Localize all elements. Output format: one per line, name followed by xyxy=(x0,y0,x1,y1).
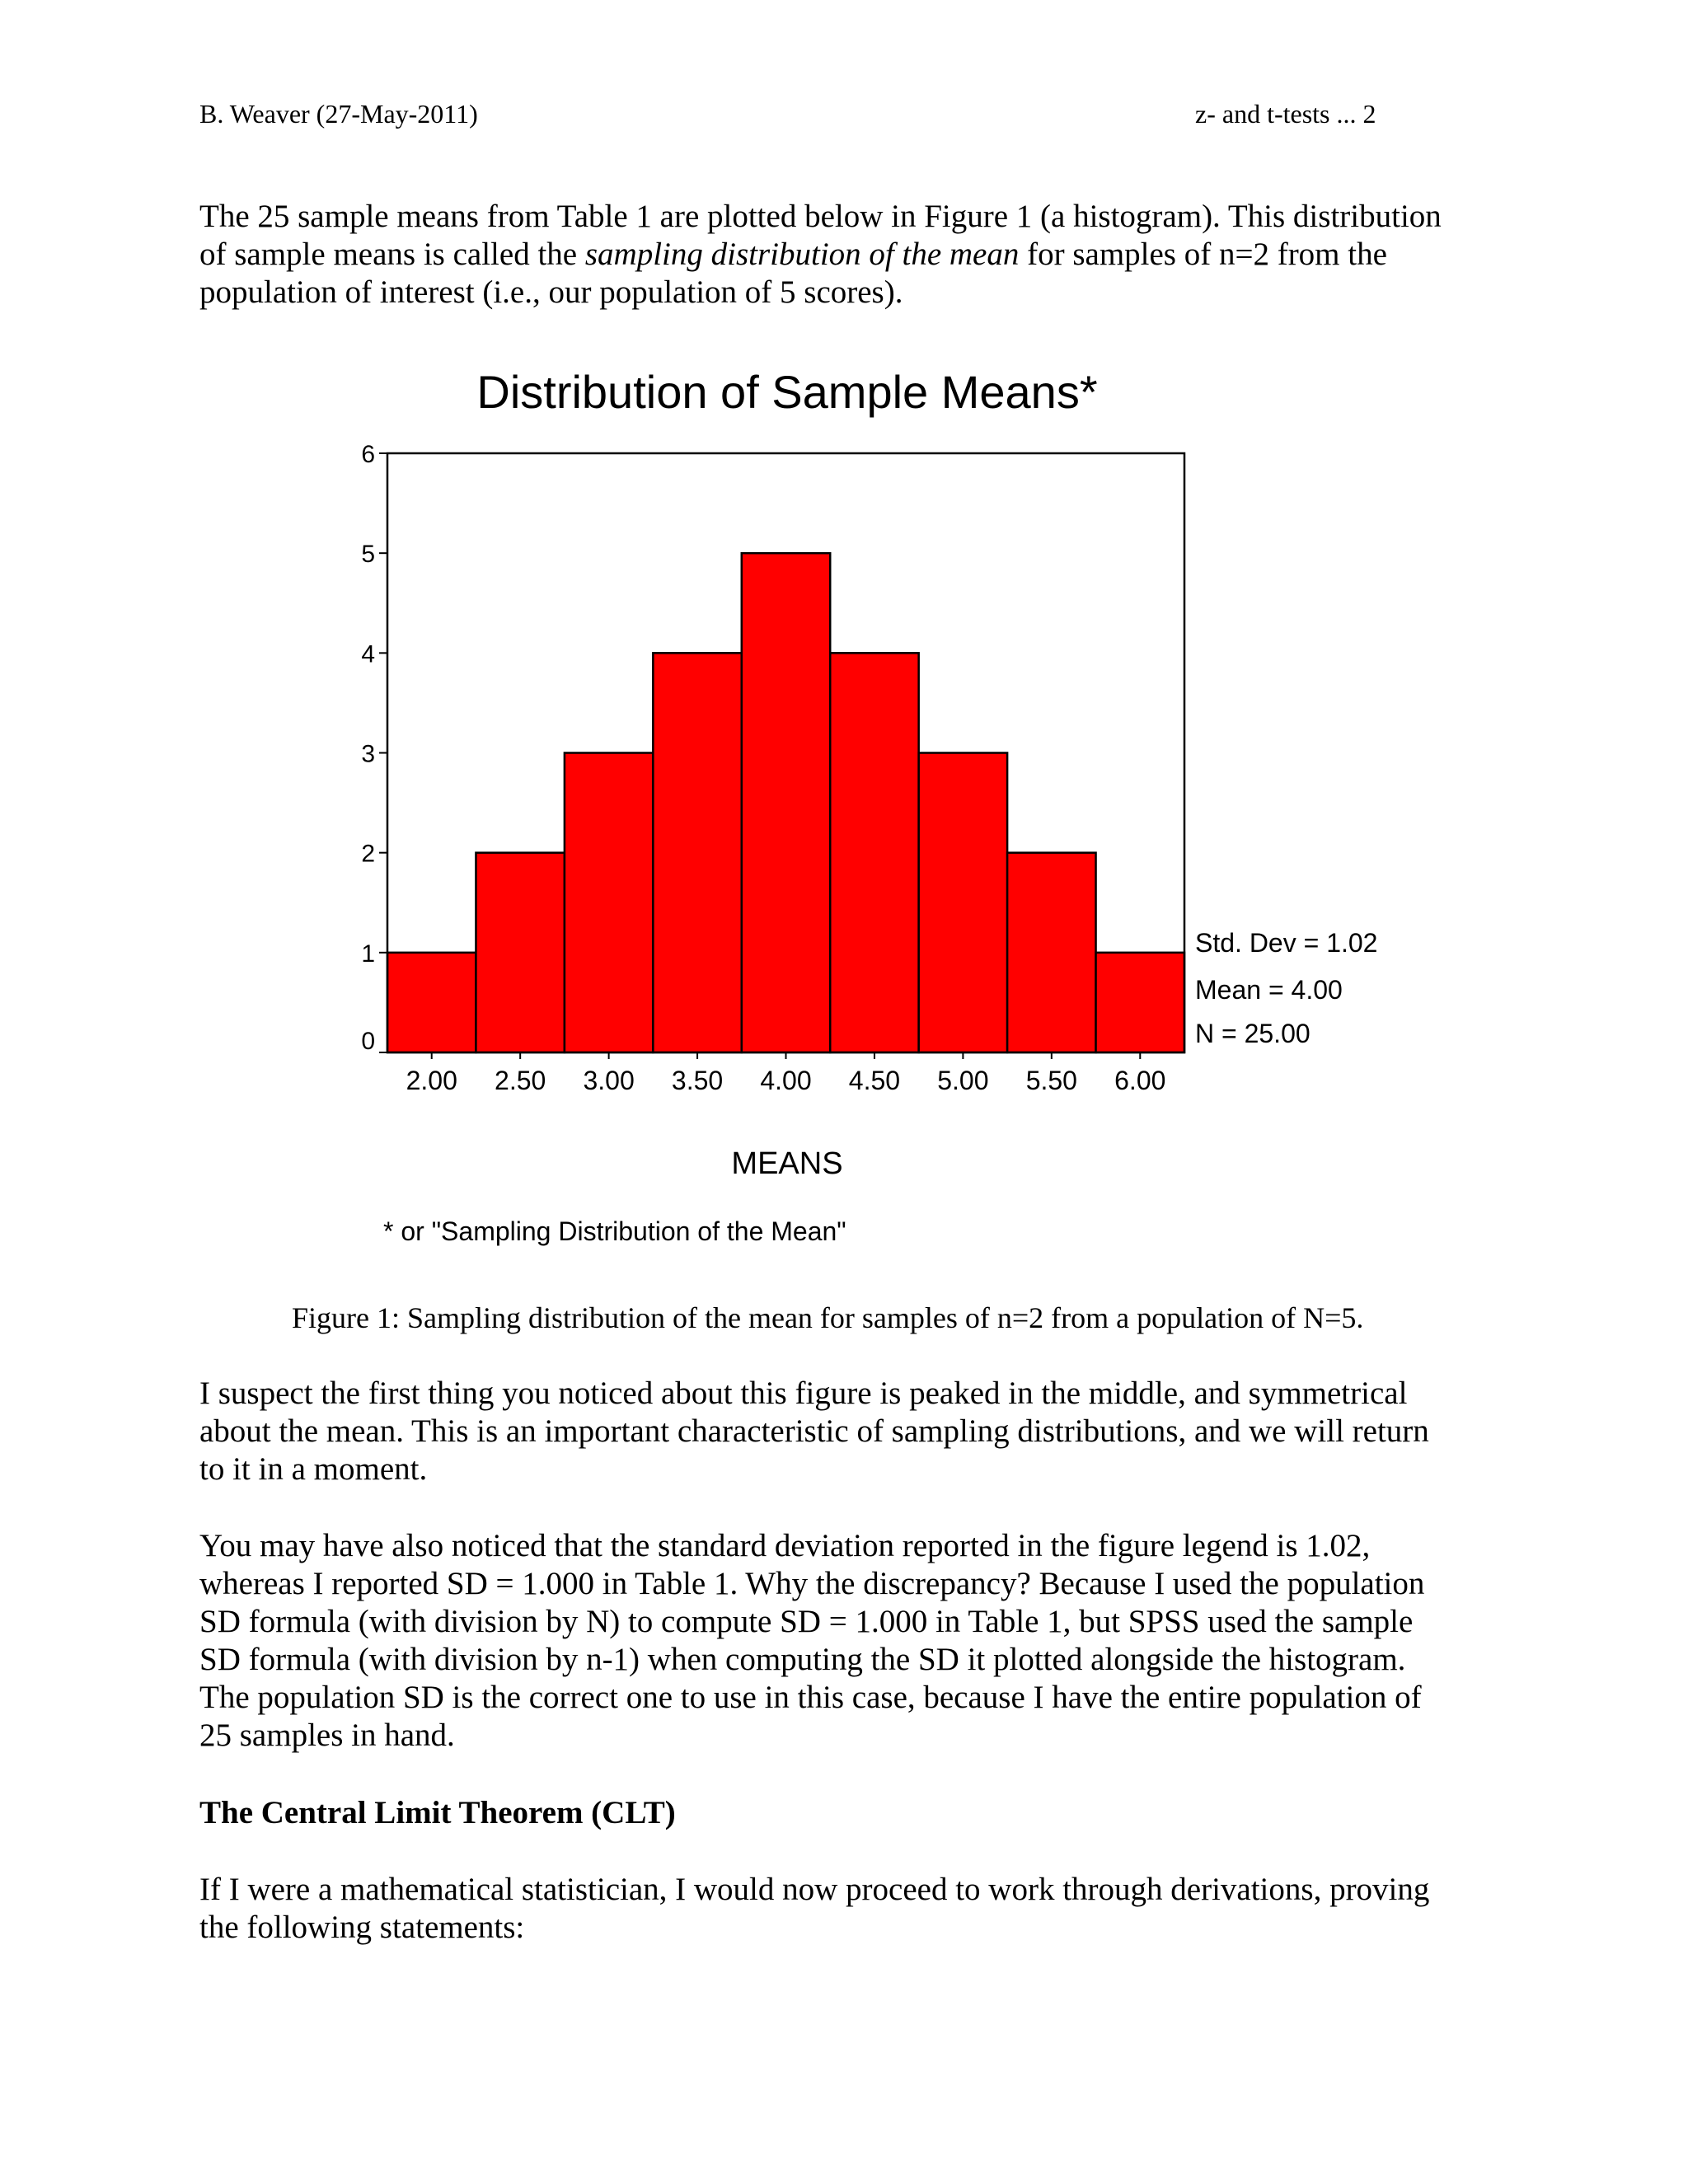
paragraph-line: The population SD is the correct one to use in this case, because I have the entire population of xyxy=(199,1680,1422,1715)
y-axis xyxy=(361,441,387,1055)
x-tick-label: 2.00 xyxy=(406,1066,457,1095)
y-tick-label: 5 xyxy=(361,541,375,569)
histogram-bar xyxy=(830,653,918,1052)
intro-line-1: The 25 sample means from Table 1 are plotted below in Figure 1 (a histogram). This distribution xyxy=(199,199,1442,234)
intro-line-3: population of interest (i.e., our population of 5 scores). xyxy=(199,274,903,310)
y-tick-label: 6 xyxy=(361,441,375,468)
paragraph-line: You may have also noticed that the standard deviation reported in the figure legend is 1.02, xyxy=(199,1528,1371,1563)
y-tick-label: 2 xyxy=(361,840,375,868)
intro-line-2-post: for samples of n=2 from the xyxy=(1019,237,1387,272)
intro-line-2-emphasis: sampling distribution of the mean xyxy=(584,237,1020,272)
x-axis xyxy=(406,1052,1166,1095)
x-tick-label: 6.00 xyxy=(1114,1066,1166,1095)
figure-caption: Figure 1: Sampling distribution of the mean for samples of n=2 from a population of N=5. xyxy=(292,1301,1364,1334)
x-tick-label: 4.00 xyxy=(760,1066,812,1095)
x-axis-label: MEANS xyxy=(731,1146,843,1181)
paragraph-line: to it in a moment. xyxy=(199,1451,428,1487)
stat-n: N = 25.00 xyxy=(1195,1019,1311,1048)
paragraph-line: about the mean. This is an important characteristic of sampling distributions, and we will return xyxy=(199,1413,1429,1449)
histogram-bar xyxy=(919,753,1007,1053)
histogram-bar xyxy=(565,753,653,1053)
paragraph-line: whereas I reported SD = 1.000 in Table 1. Why the discrepancy? Because I used the population xyxy=(199,1566,1425,1601)
paragraph-statistician xyxy=(199,1871,1518,1947)
paragraph-symmetry xyxy=(199,1375,1518,1488)
y-tick-label: 1 xyxy=(361,940,375,968)
stat-std-dev: Std. Dev = 1.02 xyxy=(1195,928,1378,958)
x-tick-label: 2.50 xyxy=(495,1066,546,1095)
histogram-bar xyxy=(742,553,830,1052)
paragraph-line: SD formula (with division by N) to compute SD = 1.000 in Table 1, but SPSS used the sample xyxy=(199,1604,1414,1639)
x-tick-label: 3.00 xyxy=(583,1066,635,1095)
bars-group xyxy=(387,553,1184,1052)
histogram-bar xyxy=(653,653,741,1052)
section-heading-clt: The Central Limit Theorem (CLT) xyxy=(199,1795,676,1830)
y-tick-label: 0 xyxy=(361,1028,375,1055)
paragraph-line: I suspect the first thing you noticed about this figure is peaked in the middle, and symmetrical xyxy=(199,1376,1408,1411)
page-header-author-date: B. Weaver (27-May-2011) xyxy=(199,99,478,129)
paragraph-line: 25 samples in hand. xyxy=(199,1718,455,1753)
chart-footnote: * or "Sampling Distribution of the Mean" xyxy=(383,1216,846,1246)
intro-line-2-pre: of sample means is called the xyxy=(199,237,585,272)
y-tick-label: 3 xyxy=(361,740,375,768)
paragraph-sd-discrepancy xyxy=(199,1527,1518,1755)
x-tick-label: 5.00 xyxy=(937,1066,989,1095)
histogram-bar xyxy=(1096,953,1184,1052)
histogram-bar xyxy=(387,953,476,1052)
histogram-bar xyxy=(1007,853,1095,1052)
y-tick-label: 4 xyxy=(361,640,375,668)
x-tick-label: 3.50 xyxy=(671,1066,724,1095)
histogram-bar xyxy=(476,853,564,1052)
page-header-title-page: z- and t-tests ... 2 xyxy=(1195,99,1376,129)
x-tick-label: 4.50 xyxy=(848,1066,901,1095)
paragraph-line: If I were a mathematical statistician, I would now proceed to work through derivations, proving xyxy=(199,1872,1430,1907)
paragraph-line: the following statements: xyxy=(199,1910,525,1945)
stat-mean: Mean = 4.00 xyxy=(1195,975,1343,1005)
chart-title: Distribution of Sample Means* xyxy=(476,366,1098,418)
x-tick-label: 5.50 xyxy=(1025,1066,1077,1095)
paragraph-line: SD formula (with division by n-1) when computing the SD it plotted alongside the histogram. xyxy=(199,1642,1406,1677)
